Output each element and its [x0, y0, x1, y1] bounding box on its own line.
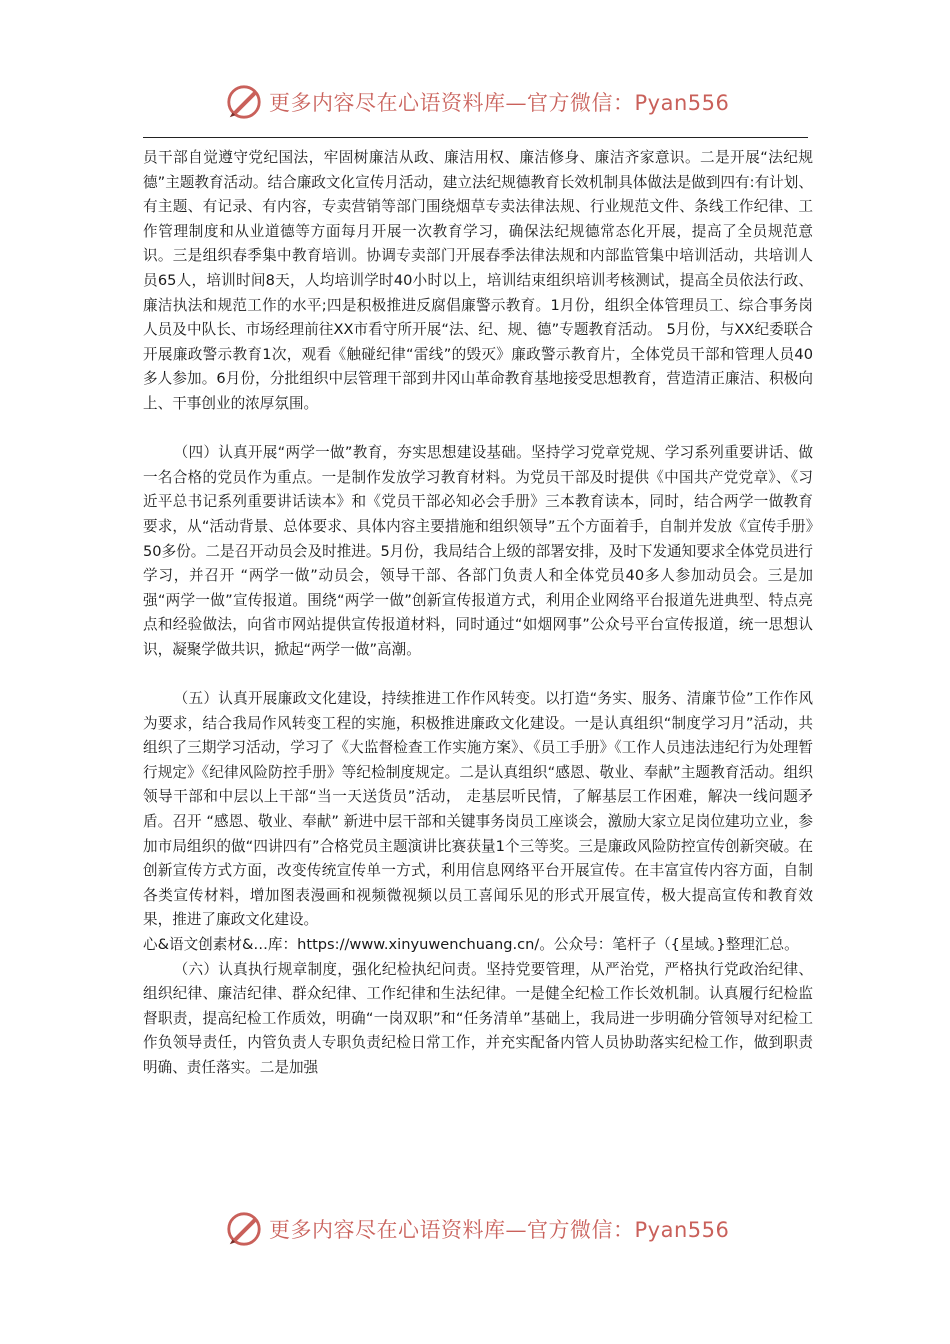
- paragraph-4: （六）认真执行规章制度，强化纪检执纪问责。坚持党要管理，从严治党，严格执行党政治纪律、组织纪律、廉洁纪律、群众纪律、工作纪律和生法纪律。一是健全纪检工作长效机制。认真履行纪检监督职责，提高纪检工作质效，明确“一岗双职”和“任务清单”基础上，我局进一步明确分管领导对纪检工作负领导责任，内管负责人专职负责纪检日常工作，并充实配备内管人员协助落实纪检工作，做到职责明确、责任落实。二是加强: [143, 960, 813, 1076]
- paragraph-1: 员干部自觉遵守党纪国法，牢固树廉洁从政、廉洁用权、廉洁修身、廉洁齐家意识。二是开展“法纪规德”主题教育活动。结合廉政文化宣传月活动，建立法纪规德教育长效机制具体做法是做到四有:有计划、有主题、有记录、有内容，专卖营销等部门围绕烟草专卖法律法规、行业规范文件、条线工作纪律、工作管理制度和从业道德等方面每月开展一次教育学习，确保法纪规德常态化开展，提高了全员规范意识。三是组织春季集中教育培训。协调专卖部门开展春季法律法规和内部监管集中培训活动，共培训人员65人，培训时间8天，人均培训学时40小时以上，培训结束组织培训考核测试，提高全员依法行政、廉洁执法和规范工作的水平;四是积极推进反腐倡廉警示教育。1月份，组织全体管理员工、综合事务岗人员及中队长、市场经理前往XX市看守所开展“法、纪、规、德”专题教育活动。 5月份，与XX纪委联合开展廉政警示教育1次，观看《触碰纪律“雷线”的毁灭》廉政警示教育片，全体党员干部和管理人员40多人参加。6月份，分批组织中层管理干部到井冈山革命教育基地接受思想教育，营造清正廉洁、积极向上、干事创业的浓厚氛围。: [143, 149, 813, 412]
- document-body: [143, 146, 813, 1081]
- pen-logo-icon: [225, 83, 263, 121]
- pen-logo-icon: [225, 1210, 263, 1248]
- header-rule: [143, 137, 808, 138]
- paragraph-2: （四）认真开展“两学一做”教育，夯实思想建设基础。坚持学习党章党规、学习系列重要讲话、做一名合格的党员作为重点。一是制作发放学习教育材料。为党员干部及时提供《中国共产党党章》、《习近平总书记系列重要讲话读本》和《党员干部必知必会手册》三本教育读本，同时，结合两学一做教育要求，从“活动背景、总体要求、具体内容主要措施和组织领导”五个方面着手，自制并发放《宣传手册》50多份。二是召开动员会及时推进。5月份，我局结合上级的部署安排，及时下发通知要求全体党员进行学习，并召开 “两学一做”动员会，领导干部、各部门负责人和全体党员40多人参加动员会。三是加强“两学一做”宣传报道。围绕“两学一做”创新宣传报道方式，利用企业网络平台报道先进典型、特点亮点和经验做法，向省市网站提供宣传报道材料，同时通过“如烟网事”公众号平台宣传报道，统一思想认识，凝聚学做共识，掀起“两学一做”高潮。: [143, 444, 813, 658]
- source-note: 心&语文创素材&…库：https://www.xinyuwenchuang.cn/。公众号：笔杆子（{星域。}整理汇总。: [143, 936, 799, 953]
- watermark-text: 更多内容尽在心语资料库—官方微信：Pyan556: [269, 1218, 730, 1242]
- watermark-text: 更多内容尽在心语资料库—官方微信：Pyan556: [269, 91, 730, 115]
- paragraph-3: （五）认真开展廉政文化建设，持续推进工作作风转变。以打造“务实、服务、清廉节俭”工作作风为要求，结合我局作风转变工程的实施，积极推进廉政文化建设。一是认真组织“制度学习月”活动，共组织了三期学习活动，学习了《大监督检查工作实施方案》、《员工手册》《工作人员违法违纪行为处理暂行规定》《纪律风险防控手册》等纪检制度规定。二是认真组织“感恩、敬业、奉献”主题教育活动。组织领导干部和中层以上干部“当一天送货员”活动， 走基层听民情，了解基层工作困难，解决一线问题矛盾。召开 “感恩、敬业、奉献” 新进中层干部和关键事务岗员工座谈会，激励大家立足岗位建功立业，参加市局组织的做“四讲四有”合格党员主题演讲比赛获量1个三等奖。三是廉政风险防控宣传创新突破。在创新宣传方式方面，改变传统宣传单一方式，利用信息网络平台开展宣传。在丰富宣传内容方面，自制各类宣传材料，增加图表漫画和视频微视频以员工喜闻乐见的形式开展宣传，极大提高宣传和教育效果，推进了廉政文化建设。: [143, 690, 813, 929]
- watermark-banner-top: [225, 82, 730, 122]
- watermark-banner-bottom: [225, 1209, 730, 1249]
